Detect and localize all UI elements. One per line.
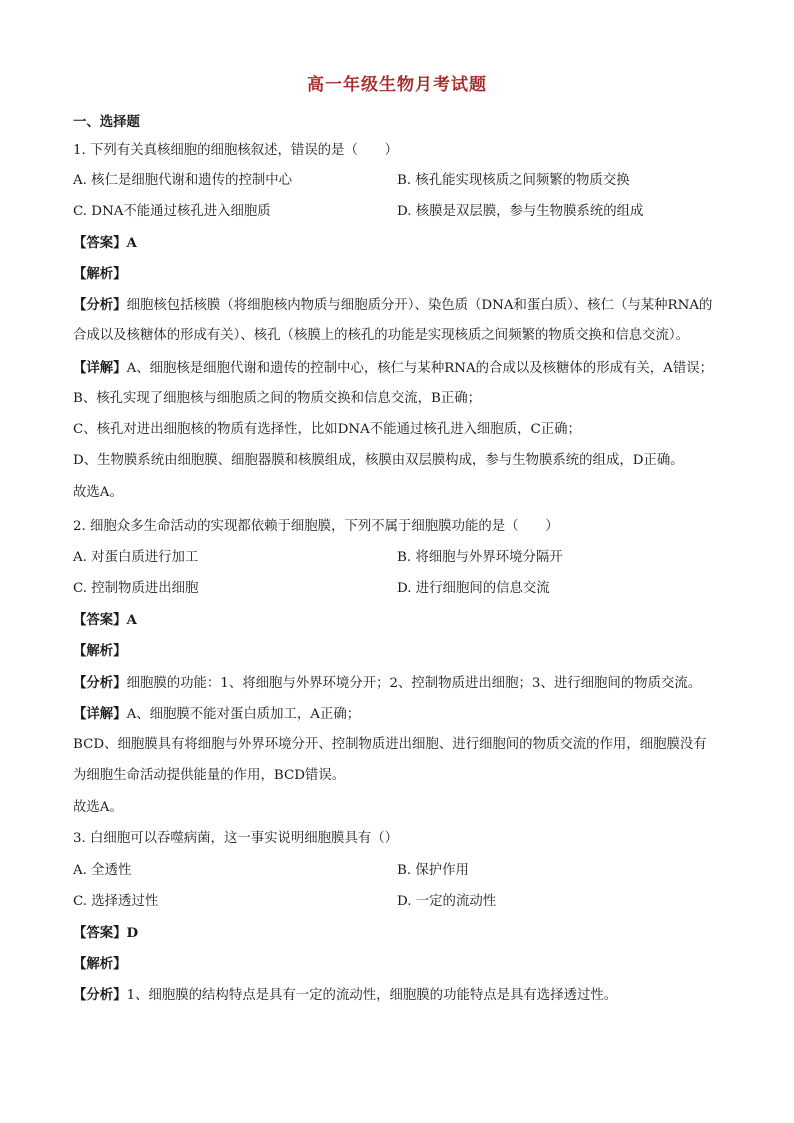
q1-option-a: A. 核仁是细胞代谢和遗传的控制中心 <box>73 173 293 188</box>
section-heading: 一、选择题 <box>73 114 140 130</box>
q1-fenxi-line1: 【分析】细胞核包括核膜（将细胞核内物质与细胞质分开）、染色质（DNA和蛋白质）、核仁（与某种RNA的 <box>73 297 713 313</box>
q1-fenxi-line2: 合成以及核糖体的形成有关）、核孔（核膜上的核孔的功能是实现核质之间频繁的物质交换和信息交流）。 <box>73 328 689 343</box>
q2-option-d: D. 进行细胞间的信息交流 <box>397 581 550 596</box>
q1-answer: 【答案】A <box>73 235 137 251</box>
page-title: 高一年级生物月考试题 <box>307 75 487 95</box>
q2-xiangjie-line2: BCD、细胞膜具有将细胞与外界环境分开、控制物质进出细胞、进行细胞间的物质交流的作用，细胞膜没有 <box>73 737 707 752</box>
q2-xiangjie-line1: 【详解】A、细胞膜不能对蛋白质加工，A正确； <box>73 706 361 722</box>
q3-fenxi-tag: 【分析】 <box>73 987 127 1003</box>
q3-stem: 3. 白细胞可以吞噬病菌，这一事实说明细胞膜具有（） <box>73 831 399 846</box>
q2-stem: 2. 细胞众多生命活动的实现都依赖于细胞膜，下列不属于细胞膜功能的是（ ） <box>73 519 559 534</box>
q1-option-b: B. 核孔能实现核质之间频繁的物质交换 <box>397 173 630 188</box>
q1-stem: 1. 下列有关真核细胞的细胞核叙述，错误的是（ ） <box>73 143 399 158</box>
q2-jiexi: 【解析】 <box>73 643 127 659</box>
q2-fenxi-tag: 【分析】 <box>73 675 127 691</box>
q2-option-b: B. 将细胞与外界环境分隔开 <box>397 550 563 565</box>
q1-xiangjie-line3: C、核孔对进出细胞核的物质有选择性，比如DNA不能通过核孔进入细胞质，C正确； <box>73 422 581 437</box>
q1-xiangjie-tag: 【详解】 <box>73 360 127 376</box>
q1-jiexi: 【解析】 <box>73 266 127 282</box>
q3-option-c: C. 选择透过性 <box>73 894 159 909</box>
q2-option-c: C. 控制物质进出细胞 <box>73 581 199 596</box>
q3-option-b: B. 保护作用 <box>397 863 469 878</box>
q2-option-a: A. 对蛋白质进行加工 <box>73 550 199 565</box>
q2-conclusion: 故选A。 <box>73 800 123 815</box>
q1-option-c: C. DNA不能通过核孔进入细胞质 <box>73 204 271 219</box>
q3-answer: 【答案】D <box>73 925 139 941</box>
q1-conclusion: 故选A。 <box>73 485 123 500</box>
q1-xiangjie-line2: B、核孔实现了细胞核与细胞质之间的物质交换和信息交流，B正确； <box>73 391 482 406</box>
q1-xiangjie-line1: 【详解】A、细胞核是细胞代谢和遗传的控制中心，核仁与某种RNA的合成以及核糖体的形成有关，A错误； <box>73 360 713 376</box>
q2-xiangjie-line3: 为细胞生命活动提供能量的作用，BCD错误。 <box>73 768 346 783</box>
q1-option-d: D. 核膜是双层膜，参与生物膜系统的组成 <box>397 204 644 219</box>
q2-answer: 【答案】A <box>73 612 137 628</box>
q3-option-a: A. 全透性 <box>73 863 132 878</box>
q3-fenxi-line1: 【分析】1、细胞膜的结构特点是具有一定的流动性，细胞膜的功能特点是具有选择透过性。 <box>73 987 618 1003</box>
q1-fenxi-tag: 【分析】 <box>73 297 127 313</box>
q2-xiangjie-tag: 【详解】 <box>73 706 127 722</box>
q1-xiangjie-line4: D、生物膜系统由细胞膜、细胞器膜和核膜组成，核膜由双层膜构成，参与生物膜系统的组成，D正确。 <box>73 453 684 468</box>
q3-jiexi: 【解析】 <box>73 956 127 972</box>
q2-fenxi-line1: 【分析】细胞膜的功能：1、将细胞与外界环境分开；2、控制物质进出细胞；3、进行细胞间的物质交流。 <box>73 675 702 691</box>
q3-option-d: D. 一定的流动性 <box>397 894 497 909</box>
